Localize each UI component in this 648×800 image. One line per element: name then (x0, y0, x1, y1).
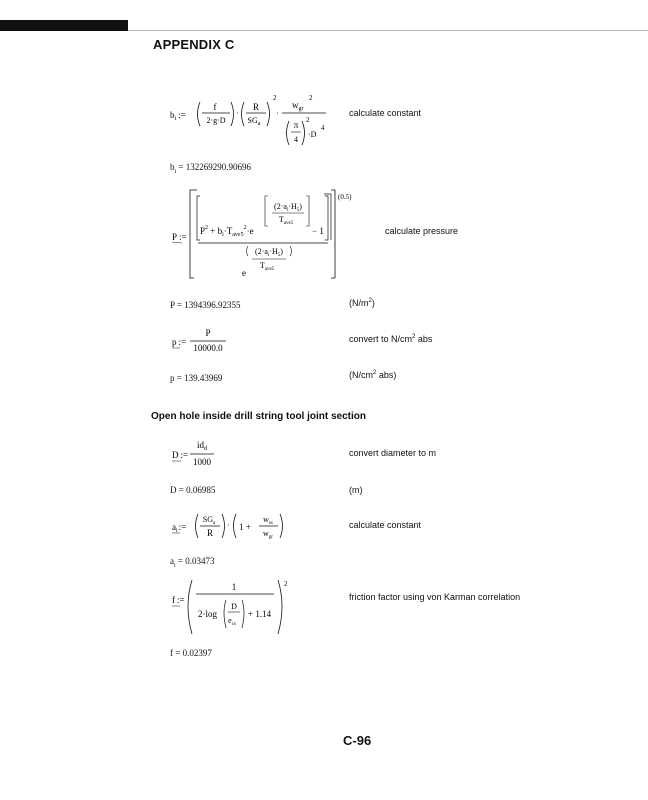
equation-P-definition (168, 188, 368, 283)
D-unit: (m) (349, 485, 363, 495)
equation-b-definition (168, 88, 338, 158)
svg-text:e: e (242, 268, 246, 278)
svg-text:D: D (231, 602, 237, 611)
exp-2: 2 (273, 94, 277, 102)
b-lhs: $b_i$ := (170, 110, 186, 122)
outer-bracket-left (190, 190, 194, 278)
svg-text:(2·ai·H5): $(2\cdot a_i\cdot H_5)$ (255, 247, 283, 258)
svg-text:·: · (276, 109, 279, 118)
svg-text:SGa: $SG_a$ (247, 116, 261, 127)
section-heading-open-hole: Open hole inside drill string tool joint section (151, 411, 367, 422)
D-value: D = 0.06985 (170, 485, 216, 495)
four: 4 (294, 135, 298, 144)
paren-right-2 (267, 102, 270, 126)
f-value: f = 0.02397 (170, 648, 212, 658)
svg-text:D:=: D := (172, 450, 189, 460)
note-convert-N-cm2: convert to $N/cm^2$ abs (349, 334, 433, 344)
w-exp: 2 (309, 94, 313, 102)
svg-text:P: P (205, 328, 211, 338)
svg-text:Tave5: $T_{ave5}$ (259, 261, 275, 272)
svg-text:wgr: $w_{gr}$ (263, 529, 273, 540)
svg-text:idd: $id_d$ (196, 440, 208, 452)
svg-text:4: 4 (321, 124, 325, 132)
paren-right-1 (231, 102, 234, 126)
svg-text:ai:=: $a_i:=$ (172, 522, 187, 534)
P-value: P = 1394396.92355 (170, 300, 241, 310)
f-num: f (213, 102, 217, 112)
equation-p-definition (168, 326, 248, 356)
two-g-D: 2·g·D (206, 116, 226, 125)
svg-text:1 +: 1 + (239, 522, 251, 532)
svg-text:Tave5: $T_{ave5}$ (278, 215, 294, 226)
svg-text:1000: 1000 (193, 457, 211, 467)
svg-text:p:=: p := (172, 337, 187, 347)
note-calculate-constant-2: calculate constant (349, 520, 422, 530)
svg-text:·D: ·D (308, 130, 317, 139)
p-value: p = 139.43969 (170, 373, 223, 383)
a-value: $a_i = 0.03473$ (170, 556, 215, 569)
svg-text:·: · (227, 521, 230, 530)
paren-left-3 (287, 121, 290, 145)
R-num: R (252, 102, 260, 112)
appendix-title: APPENDIX C (153, 37, 235, 52)
svg-text:10000.0: 10000.0 (193, 343, 223, 353)
note-friction-factor: friction factor using von Karman correlation (349, 592, 521, 602)
note-convert-diameter: convert diameter to m (349, 448, 437, 458)
header-black-bar (0, 20, 128, 31)
svg-text:·: · (236, 109, 239, 118)
svg-text:wgr: $w_{gr}$ (292, 100, 304, 112)
note-calculate-pressure: calculate pressure (385, 226, 459, 236)
outer-exponent: (0.5) (338, 193, 352, 201)
b-value: $b_i = 132269290.90696$ (170, 162, 251, 175)
note-calculate-constant-1: calculate constant (349, 108, 422, 118)
svg-text:P2 + bi·Tave52·e: $P^2 + b_i\cdot T_{ave5}^2\cdot e$ (200, 225, 254, 238)
svg-text:wss: $w_{ss}$ (263, 515, 273, 526)
equation-f-definition (168, 578, 298, 640)
svg-text:(2·ai·H5): $(2\cdot a_i\cdot H_5)$ (274, 202, 302, 213)
equation-a-definition (168, 508, 298, 548)
paren-right-3 (302, 121, 305, 145)
svg-text:2·log: 2·log (198, 609, 217, 619)
svg-text:f:=: f := (172, 595, 185, 605)
svg-text:2: 2 (306, 116, 310, 124)
P-unit: $(N/m^2)$ (349, 298, 375, 308)
P-lhs: P := (172, 232, 187, 242)
pi: π (293, 120, 299, 130)
header-rule (128, 30, 648, 31)
paren-left-2 (242, 102, 245, 126)
p-unit: ($N/cm^2$ abs) (349, 370, 397, 380)
svg-text:SGa: $SG_a$ (202, 515, 216, 526)
svg-text:2: 2 (284, 580, 288, 588)
page-number: C-96 (343, 733, 372, 748)
outer-bracket-right (331, 190, 335, 278)
svg-text:+ 1.14: + 1.14 (248, 609, 272, 619)
svg-text:1: 1 (231, 582, 237, 592)
svg-text:ecs: $e_{cs}$ (228, 616, 236, 627)
equation-D-definition (168, 438, 248, 470)
svg-text:R: R (206, 528, 214, 538)
svg-text:− 1: − 1 (312, 226, 324, 236)
paren-left-1 (198, 102, 201, 126)
